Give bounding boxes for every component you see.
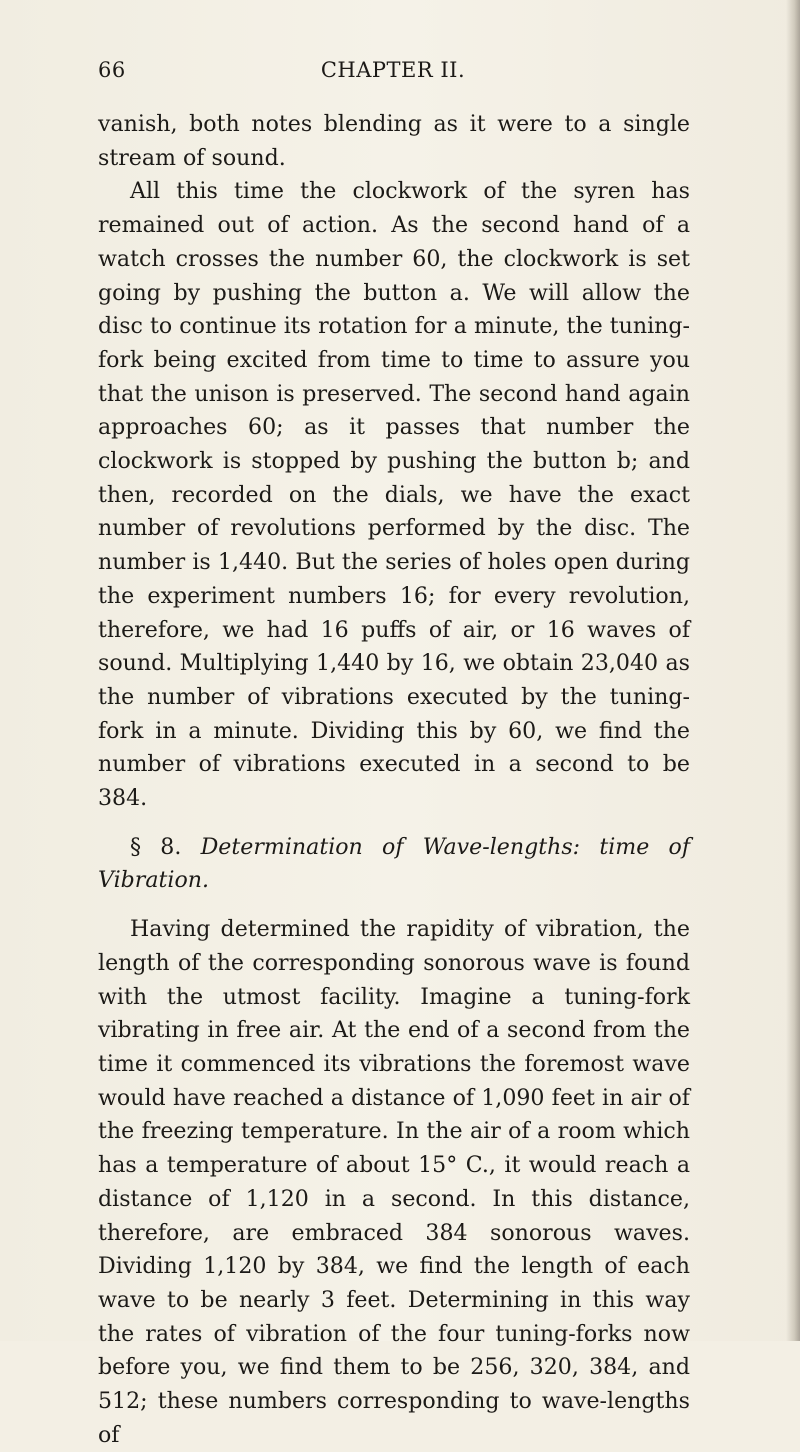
paragraph-syren-experiment: All this time the clockwork of the syren has remained out of action. As the second hand of a watch crosses the number 60, the clockwork is set going by pushing the button a. We will allow the disc to continue its rotation for a minute, the tuning-fork being excited from time to time to assure you that the unison is preserved. The second hand again approaches 60; as it passes that number the clockwork is stopped by pushing the button b; and then, recorded on the dials, we have the exact number of revolutions performed by the disc. The number is 1,440. But the series of holes open during the experiment numbers 16; for every revolution, therefore, we had 16 puffs of air, or 16 waves of sound. Multiplying 1,440 by 16, we obtain 23,040 as the number of vibrations executed by the tuning-fork in a minute. Dividing this by 60, we find the number of vibrations executed in a second to be 384. (98, 178, 690, 812)
section-title: Determination of Wave-lengths: time of Vibration. (98, 833, 690, 894)
running-head: CHAPTER II. (320, 58, 466, 82)
page-number: 66 (98, 58, 126, 82)
section-heading (98, 831, 690, 898)
page-header (98, 58, 688, 88)
body-text (98, 108, 690, 1452)
paragraph-continuation: vanish, both notes blending as it were to a single stream of sound. (98, 111, 690, 171)
section-number: § 8. (130, 833, 182, 860)
page-edge-shadow (786, 0, 800, 1341)
paragraph-wave-lengths: Having determined the rapidity of vibration, the length of the corresponding sonorous wave is found with the utmost facility. Imagine a tuning-fork vibrating in free air. At the end of a second from the time it commenced its vibrations the foremost wave would have reached a distance of 1,090 feet in air of the freezing temperature. In the air of a room which has a temperature of about 15° C., it would reach a distance of 1,120 in a second. In this distance, therefore, are embraced 384 sonorous waves. Dividing 1,120 by 384, we find the length of each wave to be nearly 3 feet. Determining in this way the rates of vibration of the four tuning-forks now before you, we find them to be 256, 320, 384, and 512; these numbers corresponding to wave-lengths of (98, 916, 690, 1448)
